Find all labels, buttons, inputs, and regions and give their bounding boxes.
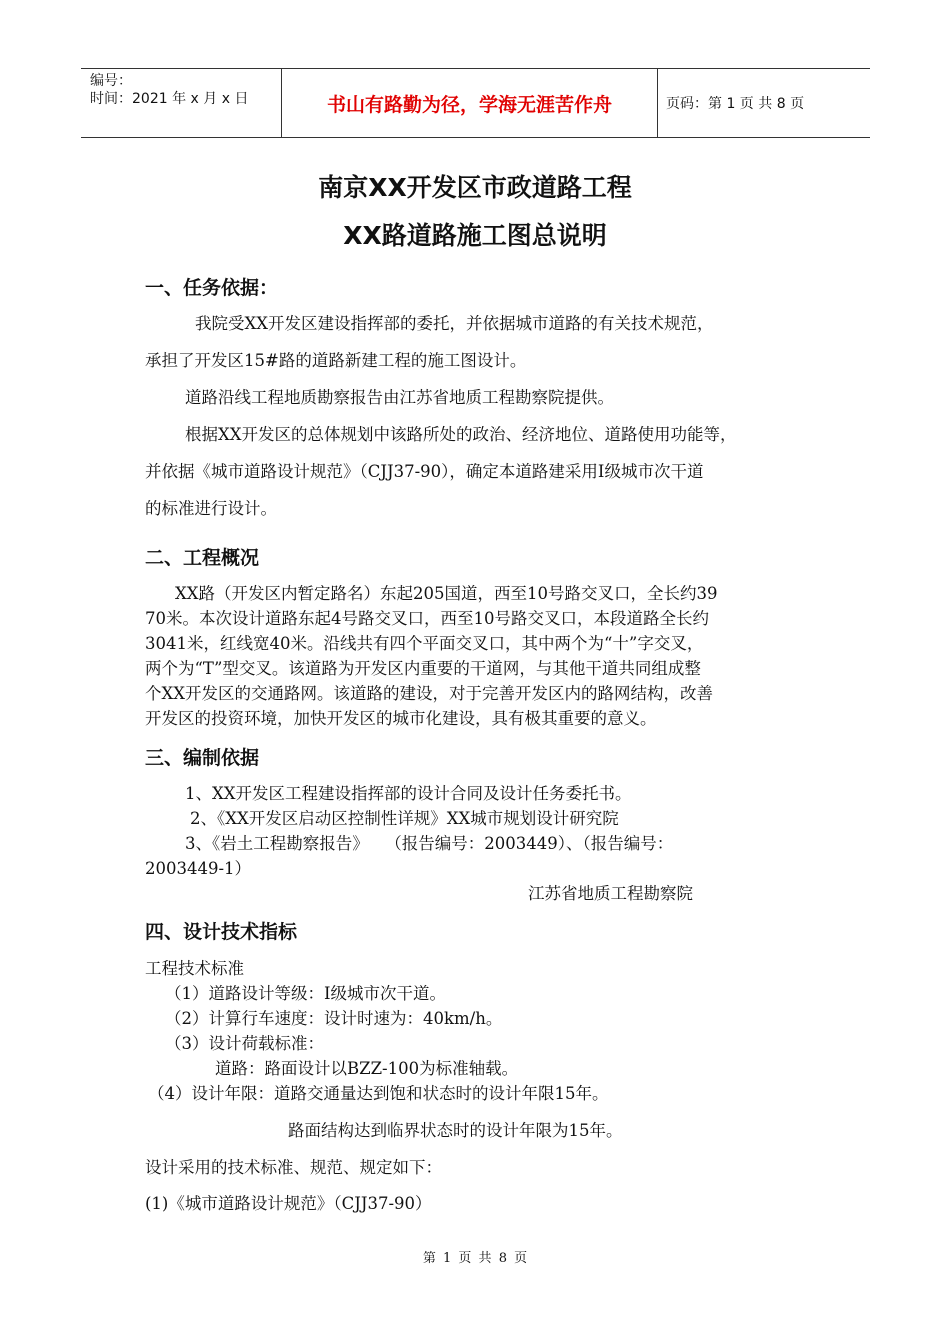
section-4-line: 工程技术标准 — [145, 959, 244, 978]
section-1-heading: 一、任务依据： — [145, 277, 279, 299]
section-2-line: XX路（开发区内暂定路名）东起205国道，西至10号路交叉口，全长约39 — [175, 584, 718, 603]
section-4-heading: 四、设计技术指标 — [145, 921, 298, 943]
section-2-line: 70米。本次设计道路东起4号路交叉口，西至10号路交叉口，本段道路全长约 — [145, 609, 709, 628]
section-3-line: 3、《岩土工程勘察报告》 （报告编号：2003449）、（报告编号： — [185, 834, 674, 853]
section-3-line: 2003449-1） — [145, 859, 252, 878]
section-3-heading: 三、编制依据 — [145, 747, 260, 769]
section-1-line: 并依据《城市道路设计规范》（CJJ37-90），确定本道路建采用I级城市次干道 — [145, 462, 704, 481]
page-header — [81, 68, 870, 138]
section-1-line: 我院受XX开发区建设指挥部的委托，并依据城市道路的有关技术规范， — [195, 314, 714, 333]
section-1-line: 承担了开发区15#路的道路新建工程的施工图设计。 — [145, 351, 527, 370]
section-2-line: 个XX开发区的交通路网。该道路的建设，对于完善开发区内的路网结构，改善 — [145, 684, 713, 703]
section-2-heading: 二、工程概况 — [145, 547, 260, 569]
section-4-line: （3）设计荷载标准： — [165, 1034, 324, 1053]
document-number-label: 编号： — [90, 73, 132, 89]
section-4-line: （1）道路设计等级：I级城市次干道。 — [165, 984, 447, 1003]
section-3-line: 江苏省地质工程勘察院 — [528, 884, 693, 903]
section-3-line: 1、XX开发区工程建设指挥部的设计合同及设计任务委托书。 — [185, 784, 632, 803]
header-motto: 书山有路勤为径，学海无涯苦作舟 — [282, 69, 658, 137]
section-1-line: 根据XX开发区的总体规划中该路所处的政治、经济地位、道路使用功能等， — [185, 425, 737, 444]
document-time-label: 时间：2021 年 x 月 x 日 — [90, 91, 249, 107]
doc-title-line2: XX路道路施工图总说明 — [343, 221, 607, 250]
section-4-line: 道路：路面设计以BZZ-100为标准轴载。 — [215, 1059, 519, 1078]
section-4-line: 路面结构达到临界状态时的设计年限为15年。 — [288, 1121, 623, 1140]
page-footer: 第 1 页 共 8 页 — [422, 1251, 528, 1266]
section-4-line: 设计采用的技术标准、规范、规定如下： — [145, 1158, 442, 1177]
section-4-line: (1)《城市道路设计规范》（CJJ37-90） — [145, 1194, 432, 1213]
header-page-info: 页码：第 1 页 共 8 页 — [666, 96, 805, 112]
doc-title-line1: 南京XX开发区市政道路工程 — [318, 173, 632, 202]
section-2-line: 3041米，红线宽40米。沿线共有四个平面交叉口，其中两个为“十”字交叉， — [145, 634, 704, 653]
section-3-line: 2、《XX开发区启动区控制性详规》XX城市规划设计研究院 — [190, 809, 619, 828]
section-1-line: 的标准进行设计。 — [145, 499, 277, 518]
section-2-line: 开发区的投资环境，加快开发区的城市化建设，具有极其重要的意义。 — [145, 709, 657, 728]
section-4-line: （2）计算行车速度：设计时速为：40km/h。 — [165, 1009, 503, 1028]
section-4-line: （4）设计年限：道路交通量达到饱和状态时的设计年限15年。 — [148, 1084, 609, 1103]
section-2-line: 两个为“T”型交叉。该道路为开发区内重要的干道网，与其他干道共同组成整 — [145, 659, 701, 678]
section-1-line: 道路沿线工程地质勘察报告由江苏省地质工程勘察院提供。 — [185, 388, 614, 407]
header-meta — [81, 69, 282, 137]
